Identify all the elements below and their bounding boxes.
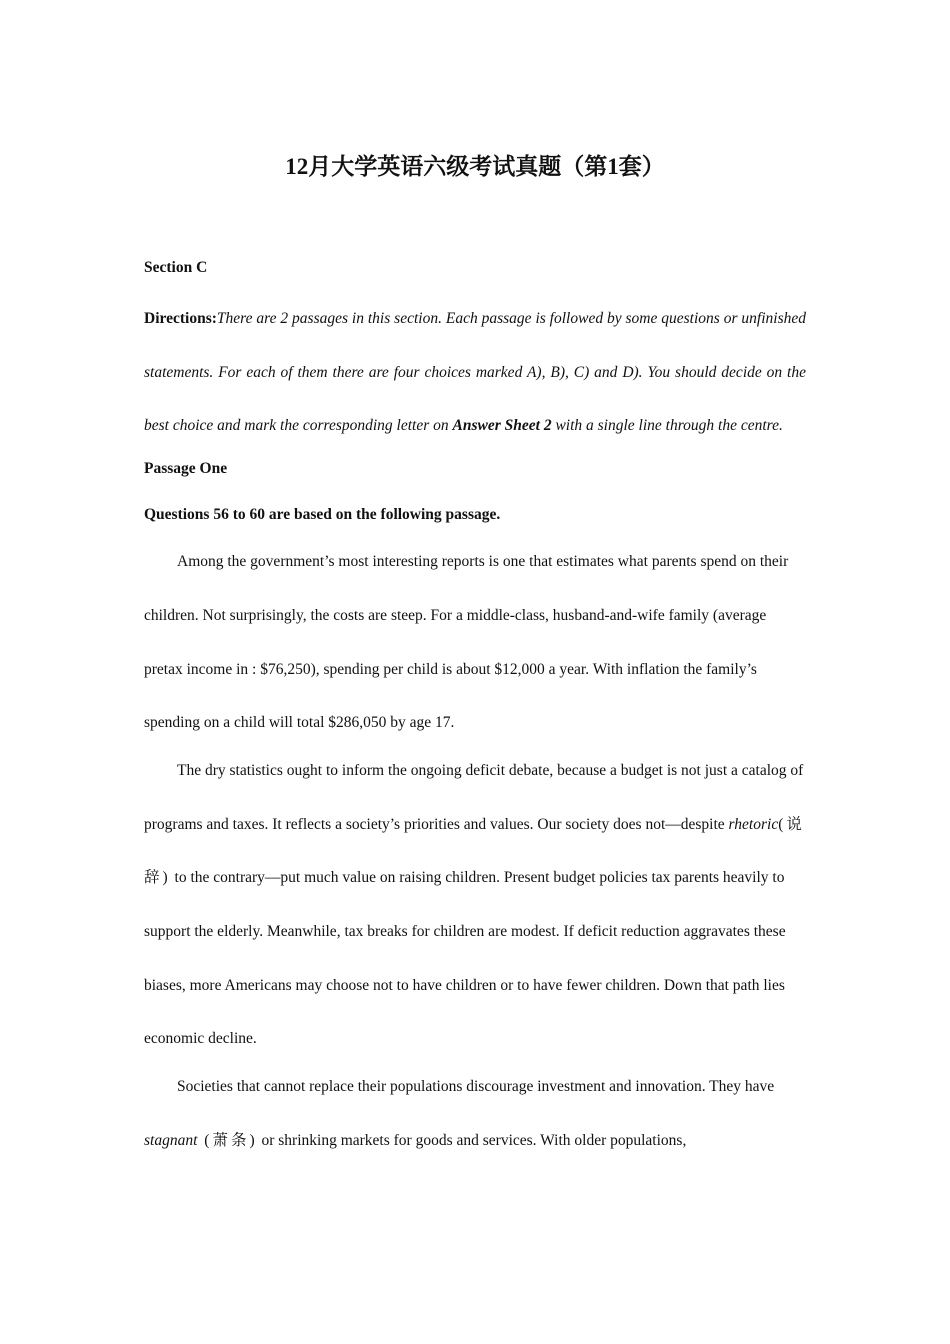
- exam-title: 12月大学英语六级考试真题（第1套）: [285, 154, 665, 179]
- glossed-term-stagnant: stagnant: [144, 1131, 198, 1149]
- paragraph-3-text-after: or shrinking markets for goods and services. With older populations,: [257, 1131, 687, 1149]
- section-heading: Section C: [144, 259, 208, 276]
- directions-text-part1: There are 2 passages in this section. Each passage is followed by some questions or unfinished statements. For each of them there are four choices marked A), B), C) and D). You should decide on the best choice and mark the corresponding letter on: [144, 310, 806, 435]
- passage-title: Passage One: [144, 460, 228, 478]
- questions-intro: Questions 56 to 60 are based on the following passage.: [144, 506, 501, 524]
- paragraph-2-text-after: to the contrary—put much value on raising children. Present budget policies tax parents heavily to support the elderly. Meanwhile, tax breaks for children are modest. If deficit reduction aggravates these biases, more Americans may choose not to have children or to have fewer children. Down that path lies economic decline.: [144, 869, 786, 1048]
- passage-paragraph-3: [144, 1060, 806, 1167]
- directions-paragraph: [144, 292, 806, 453]
- gloss-stagnant: (萧条): [197, 1131, 258, 1149]
- directions-text-part2: with a single line through the centre.: [551, 417, 783, 435]
- paragraph-2-text-before: The dry statistics ought to inform the ongoing deficit debate, because a budget is not just a catalog of programs and taxes. It reflects a society’s priorities and values. Our society does not—despite: [144, 761, 804, 833]
- glossed-term-rhetoric: rhetoric: [728, 815, 779, 833]
- answer-sheet-emphasis: Answer Sheet 2: [452, 417, 552, 435]
- passage-paragraph-2: [144, 744, 806, 1066]
- gloss-rhetoric: (说辞): [144, 815, 805, 887]
- passage-paragraph-1: Among the government’s most interesting reports is one that estimates what parents spend on their children. Not surprisingly, the costs are steep. For a middle-class, husband-and-wife family (average pretax income in : $76,250), spending per child is about $12,000 a year. With inflation the family’s spending on a child will total $286,050 by age 17.: [144, 553, 789, 732]
- paragraph-3-text-before: Societies that cannot replace their populations discourage investment and innovation. They have: [177, 1078, 775, 1096]
- directions-label: Directions:: [144, 310, 217, 327]
- document-body: [144, 256, 806, 1162]
